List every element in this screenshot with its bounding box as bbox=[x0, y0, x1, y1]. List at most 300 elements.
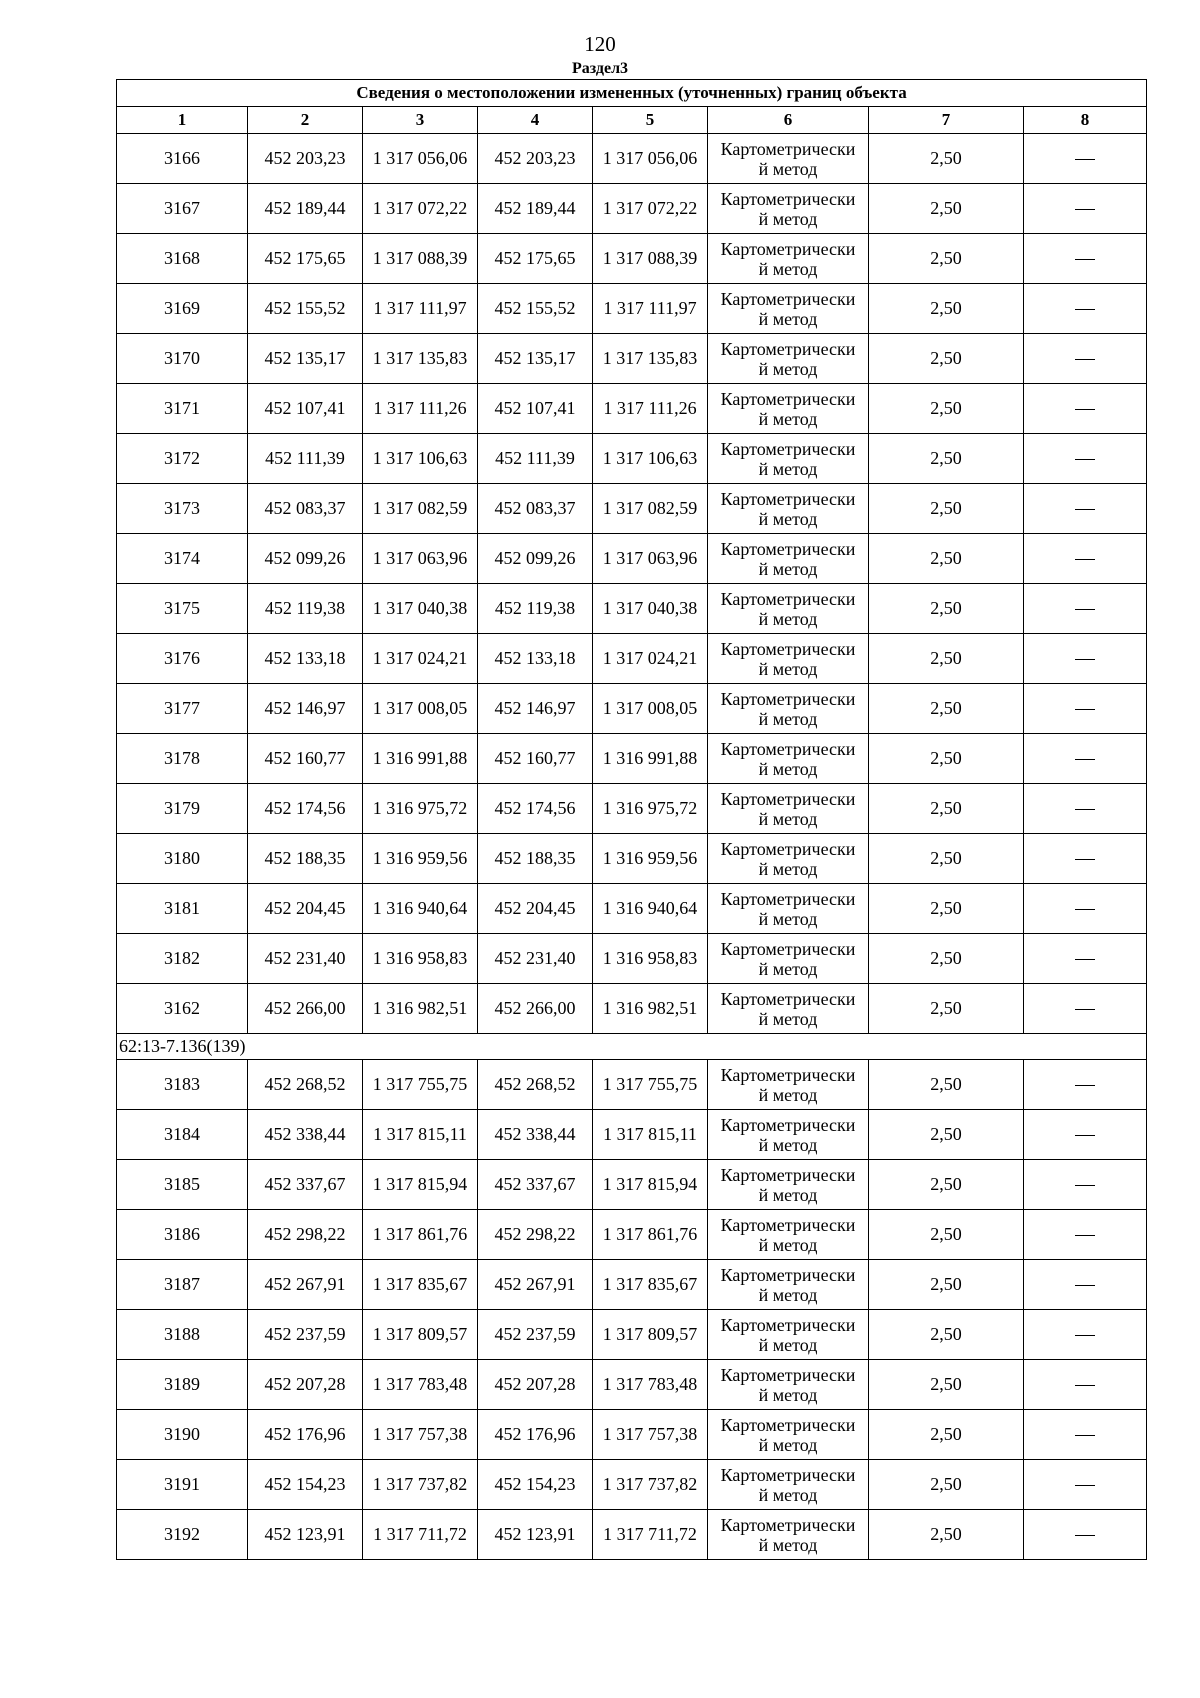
point-number: 3186 bbox=[117, 1210, 248, 1260]
method-cell bbox=[708, 1210, 869, 1260]
description-cell bbox=[1024, 734, 1147, 784]
dash-mark bbox=[1075, 1135, 1095, 1136]
method-line: Картометрически bbox=[720, 1464, 856, 1485]
method-line: Картометрически bbox=[720, 338, 856, 359]
description-cell bbox=[1024, 934, 1147, 984]
y-existing: 1 316 975,72 bbox=[363, 784, 478, 834]
x-new: 452 237,59 bbox=[478, 1310, 593, 1360]
x-existing: 452 146,97 bbox=[248, 684, 363, 734]
dash-mark bbox=[1075, 159, 1095, 160]
method-line: й метод bbox=[758, 858, 818, 879]
y-existing: 1 317 111,26 bbox=[363, 384, 478, 434]
x-new: 452 204,45 bbox=[478, 884, 593, 934]
x-existing: 452 176,96 bbox=[248, 1410, 363, 1460]
y-new: 1 317 082,59 bbox=[593, 484, 708, 534]
method-cell bbox=[708, 234, 869, 284]
dash-mark bbox=[1075, 459, 1095, 460]
x-new: 452 123,91 bbox=[478, 1510, 593, 1560]
table-row bbox=[117, 684, 1147, 734]
y-existing: 1 317 082,59 bbox=[363, 484, 478, 534]
method-line: й метод bbox=[758, 658, 818, 679]
table-row bbox=[117, 1510, 1147, 1560]
x-new: 452 338,44 bbox=[478, 1110, 593, 1160]
column-header: 3 bbox=[363, 107, 478, 134]
description-cell bbox=[1024, 1160, 1147, 1210]
accuracy-cell: 2,50 bbox=[869, 934, 1024, 984]
method-line: й метод bbox=[758, 458, 818, 479]
accuracy-cell: 2,50 bbox=[869, 284, 1024, 334]
point-number: 3187 bbox=[117, 1260, 248, 1310]
x-new: 452 133,18 bbox=[478, 634, 593, 684]
description-cell bbox=[1024, 1110, 1147, 1160]
table-row bbox=[117, 184, 1147, 234]
point-number: 3183 bbox=[117, 1060, 248, 1110]
dash-mark bbox=[1075, 509, 1095, 510]
description-cell bbox=[1024, 1060, 1147, 1110]
method-line: Картометрически bbox=[720, 1214, 856, 1235]
x-new: 452 107,41 bbox=[478, 384, 593, 434]
dash-mark bbox=[1075, 809, 1095, 810]
method-line: й метод bbox=[758, 1484, 818, 1505]
y-existing: 1 317 135,83 bbox=[363, 334, 478, 384]
description-cell bbox=[1024, 784, 1147, 834]
accuracy-cell: 2,50 bbox=[869, 1410, 1024, 1460]
accuracy-cell: 2,50 bbox=[869, 1210, 1024, 1260]
dash-mark bbox=[1075, 1085, 1095, 1086]
method-cell bbox=[708, 984, 869, 1034]
method-line: й метод bbox=[758, 1008, 818, 1029]
coordinates-table bbox=[116, 79, 1147, 1560]
point-number: 3171 bbox=[117, 384, 248, 434]
method-line: й метод bbox=[758, 258, 818, 279]
table-row bbox=[117, 884, 1147, 934]
method-line: Картометрически bbox=[720, 538, 856, 559]
point-number: 3191 bbox=[117, 1460, 248, 1510]
y-existing: 1 317 088,39 bbox=[363, 234, 478, 284]
description-cell bbox=[1024, 884, 1147, 934]
table-row bbox=[117, 1310, 1147, 1360]
accuracy-cell: 2,50 bbox=[869, 1310, 1024, 1360]
point-number: 3188 bbox=[117, 1310, 248, 1360]
x-new: 452 188,35 bbox=[478, 834, 593, 884]
y-existing: 1 316 940,64 bbox=[363, 884, 478, 934]
x-new: 452 146,97 bbox=[478, 684, 593, 734]
x-existing: 452 175,65 bbox=[248, 234, 363, 284]
x-existing: 452 189,44 bbox=[248, 184, 363, 234]
y-new: 1 317 755,75 bbox=[593, 1060, 708, 1110]
method-cell bbox=[708, 684, 869, 734]
description-cell bbox=[1024, 1460, 1147, 1510]
x-existing: 452 266,00 bbox=[248, 984, 363, 1034]
y-new: 1 317 088,39 bbox=[593, 234, 708, 284]
method-cell bbox=[708, 1260, 869, 1310]
table-row bbox=[117, 1360, 1147, 1410]
dash-mark bbox=[1075, 759, 1095, 760]
column-header: 2 bbox=[248, 107, 363, 134]
column-header: 8 bbox=[1024, 107, 1147, 134]
method-line: й метод bbox=[758, 508, 818, 529]
x-new: 452 203,23 bbox=[478, 134, 593, 184]
method-line: Картометрически bbox=[720, 738, 856, 759]
method-cell bbox=[708, 584, 869, 634]
y-existing: 1 317 815,11 bbox=[363, 1110, 478, 1160]
description-cell bbox=[1024, 434, 1147, 484]
y-new: 1 317 111,26 bbox=[593, 384, 708, 434]
dash-mark bbox=[1075, 709, 1095, 710]
method-cell bbox=[708, 934, 869, 984]
x-new: 452 267,91 bbox=[478, 1260, 593, 1310]
description-cell bbox=[1024, 834, 1147, 884]
x-existing: 452 204,45 bbox=[248, 884, 363, 934]
accuracy-cell: 2,50 bbox=[869, 1360, 1024, 1410]
accuracy-cell: 2,50 bbox=[869, 384, 1024, 434]
point-number: 3177 bbox=[117, 684, 248, 734]
table-row bbox=[117, 384, 1147, 434]
y-existing: 1 316 991,88 bbox=[363, 734, 478, 784]
description-cell bbox=[1024, 1310, 1147, 1360]
point-number: 3162 bbox=[117, 984, 248, 1034]
dash-mark bbox=[1075, 559, 1095, 560]
table-row bbox=[117, 434, 1147, 484]
method-cell bbox=[708, 1160, 869, 1210]
method-line: й метод bbox=[758, 1234, 818, 1255]
x-existing: 452 267,91 bbox=[248, 1260, 363, 1310]
x-existing: 452 207,28 bbox=[248, 1360, 363, 1410]
y-new: 1 317 835,67 bbox=[593, 1260, 708, 1310]
method-line: Картометрически bbox=[720, 938, 856, 959]
x-existing: 452 237,59 bbox=[248, 1310, 363, 1360]
dash-mark bbox=[1075, 409, 1095, 410]
description-cell bbox=[1024, 234, 1147, 284]
y-existing: 1 317 809,57 bbox=[363, 1310, 478, 1360]
accuracy-cell: 2,50 bbox=[869, 534, 1024, 584]
y-existing: 1 317 711,72 bbox=[363, 1510, 478, 1560]
description-cell bbox=[1024, 1510, 1147, 1560]
point-number: 3166 bbox=[117, 134, 248, 184]
x-new: 452 189,44 bbox=[478, 184, 593, 234]
table-row bbox=[117, 234, 1147, 284]
y-new: 1 317 040,38 bbox=[593, 584, 708, 634]
method-cell bbox=[708, 1060, 869, 1110]
method-cell bbox=[708, 484, 869, 534]
y-new: 1 316 991,88 bbox=[593, 734, 708, 784]
x-new: 452 231,40 bbox=[478, 934, 593, 984]
dash-mark bbox=[1075, 959, 1095, 960]
point-number: 3180 bbox=[117, 834, 248, 884]
method-line: й метод bbox=[758, 908, 818, 929]
point-number: 3189 bbox=[117, 1360, 248, 1410]
method-line: Картометрически bbox=[720, 1164, 856, 1185]
description-cell bbox=[1024, 184, 1147, 234]
x-new: 452 176,96 bbox=[478, 1410, 593, 1460]
y-new: 1 317 815,94 bbox=[593, 1160, 708, 1210]
dash-mark bbox=[1075, 859, 1095, 860]
x-existing: 452 123,91 bbox=[248, 1510, 363, 1560]
method-cell bbox=[708, 334, 869, 384]
y-new: 1 317 861,76 bbox=[593, 1210, 708, 1260]
method-line: Картометрически bbox=[720, 238, 856, 259]
description-cell bbox=[1024, 584, 1147, 634]
method-cell bbox=[708, 534, 869, 584]
accuracy-cell: 2,50 bbox=[869, 134, 1024, 184]
method-line: й метод bbox=[758, 1334, 818, 1355]
point-number: 3173 bbox=[117, 484, 248, 534]
table-caption: Сведения о местоположении измененных (уточненных) границ объекта bbox=[117, 80, 1147, 107]
y-existing: 1 317 835,67 bbox=[363, 1260, 478, 1310]
method-line: Картометрически bbox=[720, 888, 856, 909]
method-cell bbox=[708, 834, 869, 884]
y-existing: 1 317 040,38 bbox=[363, 584, 478, 634]
method-line: й метод bbox=[758, 558, 818, 579]
description-cell bbox=[1024, 1260, 1147, 1310]
point-number: 3172 bbox=[117, 434, 248, 484]
dash-mark bbox=[1075, 1185, 1095, 1186]
y-new: 1 316 958,83 bbox=[593, 934, 708, 984]
accuracy-cell: 2,50 bbox=[869, 634, 1024, 684]
dash-mark bbox=[1075, 1235, 1095, 1236]
method-cell bbox=[708, 134, 869, 184]
y-existing: 1 317 861,76 bbox=[363, 1210, 478, 1260]
y-existing: 1 317 111,97 bbox=[363, 284, 478, 334]
method-line: Картометрически bbox=[720, 138, 856, 159]
table-row bbox=[117, 1260, 1147, 1310]
table-row bbox=[117, 534, 1147, 584]
y-new: 1 317 815,11 bbox=[593, 1110, 708, 1160]
method-cell bbox=[708, 634, 869, 684]
dash-mark bbox=[1075, 309, 1095, 310]
method-cell bbox=[708, 1110, 869, 1160]
y-existing: 1 317 072,22 bbox=[363, 184, 478, 234]
x-existing: 452 160,77 bbox=[248, 734, 363, 784]
dash-mark bbox=[1075, 1335, 1095, 1336]
y-existing: 1 317 737,82 bbox=[363, 1460, 478, 1510]
method-line: й метод bbox=[758, 208, 818, 229]
y-existing: 1 316 958,83 bbox=[363, 934, 478, 984]
table-row bbox=[117, 1460, 1147, 1510]
x-new: 452 083,37 bbox=[478, 484, 593, 534]
section-title: Раздел3 bbox=[571, 60, 629, 77]
dash-mark bbox=[1075, 1009, 1095, 1010]
x-existing: 452 174,56 bbox=[248, 784, 363, 834]
method-line: й метод bbox=[758, 758, 818, 779]
y-existing: 1 317 106,63 bbox=[363, 434, 478, 484]
y-new: 1 316 982,51 bbox=[593, 984, 708, 1034]
dash-mark bbox=[1075, 209, 1095, 210]
y-new: 1 316 975,72 bbox=[593, 784, 708, 834]
description-cell bbox=[1024, 384, 1147, 434]
description-cell bbox=[1024, 684, 1147, 734]
dash-mark bbox=[1075, 1285, 1095, 1286]
accuracy-cell: 2,50 bbox=[869, 1110, 1024, 1160]
x-existing: 452 337,67 bbox=[248, 1160, 363, 1210]
method-line: й метод bbox=[758, 1534, 818, 1555]
method-line: Картометрически bbox=[720, 488, 856, 509]
x-existing: 452 154,23 bbox=[248, 1460, 363, 1510]
x-new: 452 174,56 bbox=[478, 784, 593, 834]
method-line: й метод bbox=[758, 1384, 818, 1405]
dash-mark bbox=[1075, 1535, 1095, 1536]
point-number: 3170 bbox=[117, 334, 248, 384]
y-existing: 1 317 757,38 bbox=[363, 1410, 478, 1460]
table-row bbox=[117, 1160, 1147, 1210]
y-new: 1 317 072,22 bbox=[593, 184, 708, 234]
x-new: 452 154,23 bbox=[478, 1460, 593, 1510]
column-header: 7 bbox=[869, 107, 1024, 134]
method-line: Картометрически bbox=[720, 1364, 856, 1385]
point-number: 3169 bbox=[117, 284, 248, 334]
method-line: Картометрически bbox=[720, 688, 856, 709]
method-cell bbox=[708, 1460, 869, 1510]
table-row bbox=[117, 334, 1147, 384]
accuracy-cell: 2,50 bbox=[869, 684, 1024, 734]
method-line: Картометрически bbox=[720, 1264, 856, 1285]
y-new: 1 317 106,63 bbox=[593, 434, 708, 484]
description-cell bbox=[1024, 484, 1147, 534]
x-new: 452 160,77 bbox=[478, 734, 593, 784]
table-row bbox=[117, 984, 1147, 1034]
y-new: 1 317 711,72 bbox=[593, 1510, 708, 1560]
method-line: Картометрически bbox=[720, 1114, 856, 1135]
method-line: й метод bbox=[758, 1434, 818, 1455]
x-existing: 452 188,35 bbox=[248, 834, 363, 884]
table-row bbox=[117, 1110, 1147, 1160]
method-cell bbox=[708, 884, 869, 934]
y-existing: 1 317 008,05 bbox=[363, 684, 478, 734]
accuracy-cell: 2,50 bbox=[869, 1510, 1024, 1560]
description-cell bbox=[1024, 1360, 1147, 1410]
method-line: й метод bbox=[758, 808, 818, 829]
table-row bbox=[117, 134, 1147, 184]
method-line: Картометрически bbox=[720, 438, 856, 459]
accuracy-cell: 2,50 bbox=[869, 334, 1024, 384]
point-number: 3178 bbox=[117, 734, 248, 784]
page-number: 120 bbox=[584, 32, 616, 56]
method-line: Картометрически bbox=[720, 788, 856, 809]
y-new: 1 316 940,64 bbox=[593, 884, 708, 934]
accuracy-cell: 2,50 bbox=[869, 584, 1024, 634]
table-row bbox=[117, 734, 1147, 784]
accuracy-cell: 2,50 bbox=[869, 484, 1024, 534]
y-new: 1 317 056,06 bbox=[593, 134, 708, 184]
accuracy-cell: 2,50 bbox=[869, 984, 1024, 1034]
method-line: Картометрически bbox=[720, 638, 856, 659]
y-existing: 1 317 783,48 bbox=[363, 1360, 478, 1410]
table-row bbox=[117, 584, 1147, 634]
point-number: 3182 bbox=[117, 934, 248, 984]
y-new: 1 316 959,56 bbox=[593, 834, 708, 884]
x-existing: 452 099,26 bbox=[248, 534, 363, 584]
method-line: й метод bbox=[758, 708, 818, 729]
accuracy-cell: 2,50 bbox=[869, 184, 1024, 234]
point-number: 3175 bbox=[117, 584, 248, 634]
accuracy-cell: 2,50 bbox=[869, 834, 1024, 884]
x-existing: 452 135,17 bbox=[248, 334, 363, 384]
accuracy-cell: 2,50 bbox=[869, 1060, 1024, 1110]
point-number: 3185 bbox=[117, 1160, 248, 1210]
method-line: Картометрически bbox=[720, 388, 856, 409]
y-existing: 1 317 063,96 bbox=[363, 534, 478, 584]
method-line: Картометрически bbox=[720, 988, 856, 1009]
dash-mark bbox=[1075, 1435, 1095, 1436]
method-line: й метод bbox=[758, 358, 818, 379]
y-new: 1 317 111,97 bbox=[593, 284, 708, 334]
method-line: Картометрически bbox=[720, 838, 856, 859]
method-line: Картометрически bbox=[720, 1514, 856, 1535]
accuracy-cell: 2,50 bbox=[869, 234, 1024, 284]
table-row bbox=[117, 784, 1147, 834]
method-cell bbox=[708, 184, 869, 234]
column-header-row bbox=[117, 107, 1147, 134]
description-cell bbox=[1024, 334, 1147, 384]
accuracy-cell: 2,50 bbox=[869, 784, 1024, 834]
description-cell bbox=[1024, 1410, 1147, 1460]
x-existing: 452 155,52 bbox=[248, 284, 363, 334]
method-cell bbox=[708, 1310, 869, 1360]
method-cell bbox=[708, 734, 869, 784]
group-label: 62:13-7.136(139) bbox=[117, 1034, 1147, 1060]
point-number: 3167 bbox=[117, 184, 248, 234]
y-new: 1 317 135,83 bbox=[593, 334, 708, 384]
method-line: Картометрически bbox=[720, 1064, 856, 1085]
method-line: Картометрически bbox=[720, 1314, 856, 1335]
table-body bbox=[117, 80, 1147, 1560]
method-line: й метод bbox=[758, 608, 818, 629]
dash-mark bbox=[1075, 259, 1095, 260]
y-new: 1 317 008,05 bbox=[593, 684, 708, 734]
y-existing: 1 316 959,56 bbox=[363, 834, 478, 884]
group-row bbox=[117, 1034, 1147, 1060]
method-cell bbox=[708, 384, 869, 434]
description-cell bbox=[1024, 534, 1147, 584]
dash-mark bbox=[1075, 909, 1095, 910]
x-existing: 452 231,40 bbox=[248, 934, 363, 984]
point-number: 3168 bbox=[117, 234, 248, 284]
x-new: 452 111,39 bbox=[478, 434, 593, 484]
x-existing: 452 203,23 bbox=[248, 134, 363, 184]
method-cell bbox=[708, 1360, 869, 1410]
x-existing: 452 268,52 bbox=[248, 1060, 363, 1110]
method-line: Картометрически bbox=[720, 288, 856, 309]
method-line: й метод bbox=[758, 158, 818, 179]
description-cell bbox=[1024, 634, 1147, 684]
table-row bbox=[117, 834, 1147, 884]
dash-mark bbox=[1075, 659, 1095, 660]
column-header: 1 bbox=[117, 107, 248, 134]
description-cell bbox=[1024, 1210, 1147, 1260]
table-row bbox=[117, 1410, 1147, 1460]
column-header: 6 bbox=[708, 107, 869, 134]
y-existing: 1 317 815,94 bbox=[363, 1160, 478, 1210]
point-number: 3181 bbox=[117, 884, 248, 934]
table-row bbox=[117, 934, 1147, 984]
y-existing: 1 317 755,75 bbox=[363, 1060, 478, 1110]
method-line: Картометрически bbox=[720, 1414, 856, 1435]
method-cell bbox=[708, 284, 869, 334]
y-new: 1 317 757,38 bbox=[593, 1410, 708, 1460]
dash-mark bbox=[1075, 359, 1095, 360]
method-line: й метод bbox=[758, 1284, 818, 1305]
table-row bbox=[117, 634, 1147, 684]
x-new: 452 135,17 bbox=[478, 334, 593, 384]
accuracy-cell: 2,50 bbox=[869, 734, 1024, 784]
x-new: 452 155,52 bbox=[478, 284, 593, 334]
x-new: 452 119,38 bbox=[478, 584, 593, 634]
method-line: й метод bbox=[758, 308, 818, 329]
method-cell bbox=[708, 1410, 869, 1460]
point-number: 3179 bbox=[117, 784, 248, 834]
description-cell bbox=[1024, 284, 1147, 334]
table-row bbox=[117, 1210, 1147, 1260]
